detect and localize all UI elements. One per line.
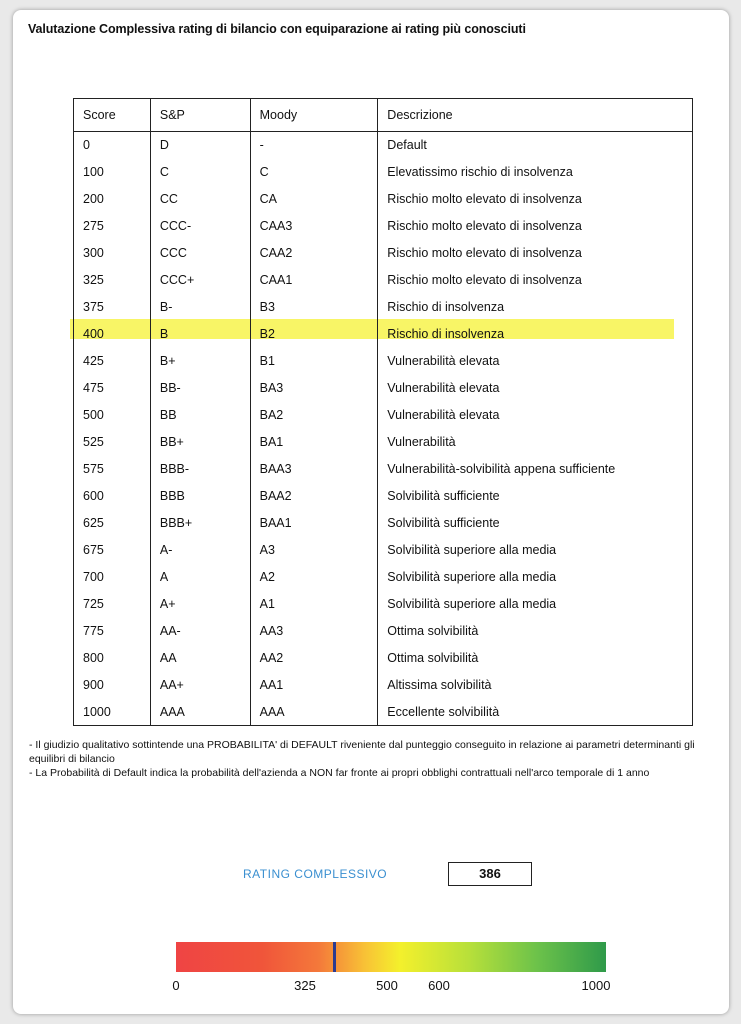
cell-descrizione: Solvibilità sufficiente xyxy=(378,482,693,509)
table-row xyxy=(74,428,693,455)
cell-score: 1000 xyxy=(74,698,151,725)
cell-descrizione: Rischio molto elevato di insolvenza xyxy=(378,267,693,294)
header-moody: Moody xyxy=(250,99,378,132)
cell-descrizione: Vulnerabilità-solvibilità appena sufficiente xyxy=(378,455,693,482)
cell-moody: AA1 xyxy=(250,671,378,698)
table-row xyxy=(74,536,693,563)
cell-moody: B2 xyxy=(250,321,378,348)
rating-gauge-bar xyxy=(176,942,606,972)
cell-score: 575 xyxy=(74,455,151,482)
cell-score: 900 xyxy=(74,671,151,698)
document-page xyxy=(13,10,729,1014)
table-row xyxy=(74,213,693,240)
cell-score: 500 xyxy=(74,402,151,429)
cell-score: 275 xyxy=(74,213,151,240)
cell-score: 775 xyxy=(74,617,151,644)
cell-score: 600 xyxy=(74,482,151,509)
cell-descrizione: Elevatissimo rischio di insolvenza xyxy=(378,159,693,186)
footnotes xyxy=(29,738,719,780)
cell-descrizione: Ottima solvibilità xyxy=(378,617,693,644)
cell-sp: AA xyxy=(150,644,250,671)
header-sp: S&P xyxy=(150,99,250,132)
note-probability: - Il giudizio qualitativo sottintende una PROBABILITA' di DEFAULT riveniente dal punteggio conseguito in relazione ai parametri determinanti gli equilibri di bilancio xyxy=(29,739,695,765)
note-default: - La Probabilità di Default indica la probabilità dell'azienda a NON far fronte ai propri obblighi contrattuali nell'arco temporale di 1 anno xyxy=(29,767,650,779)
cell-sp: BB xyxy=(150,402,250,429)
cell-score: 100 xyxy=(74,159,151,186)
gauge-tick-0: 0 xyxy=(172,978,180,993)
cell-moody: AA2 xyxy=(250,644,378,671)
table-row xyxy=(74,482,693,509)
cell-score: 700 xyxy=(74,563,151,590)
cell-score: 725 xyxy=(74,590,151,617)
gauge-tick-325: 325 xyxy=(294,978,316,993)
cell-sp: B+ xyxy=(150,348,250,375)
table-row xyxy=(74,509,693,536)
table-row xyxy=(74,590,693,617)
cell-score: 675 xyxy=(74,536,151,563)
cell-descrizione: Vulnerabilità elevata xyxy=(378,348,693,375)
table-row xyxy=(74,348,693,375)
cell-moody: CA xyxy=(250,186,378,213)
table-row xyxy=(74,375,693,402)
cell-moody: A1 xyxy=(250,590,378,617)
cell-moody: CAA2 xyxy=(250,240,378,267)
table-row xyxy=(74,159,693,186)
cell-moody: CAA1 xyxy=(250,267,378,294)
cell-descrizione: Solvibilità superiore alla media xyxy=(378,590,693,617)
table-row xyxy=(74,617,693,644)
rating-value-box: 386 xyxy=(448,862,532,886)
cell-score: 300 xyxy=(74,240,151,267)
cell-sp: BBB- xyxy=(150,455,250,482)
cell-descrizione: Ottima solvibilità xyxy=(378,644,693,671)
cell-sp: B xyxy=(150,321,250,348)
cell-moody: C xyxy=(250,159,378,186)
table-row xyxy=(74,267,693,294)
cell-moody: A3 xyxy=(250,536,378,563)
cell-moody: AAA xyxy=(250,698,378,725)
cell-score: 475 xyxy=(74,375,151,402)
cell-sp: B- xyxy=(150,294,250,321)
cell-sp: CC xyxy=(150,186,250,213)
cell-descrizione: Solvibilità superiore alla media xyxy=(378,536,693,563)
cell-moody: AA3 xyxy=(250,617,378,644)
cell-descrizione: Solvibilità superiore alla media xyxy=(378,563,693,590)
cell-sp: CCC- xyxy=(150,213,250,240)
gauge-tick-600: 600 xyxy=(428,978,450,993)
table-row xyxy=(74,240,693,267)
table-row xyxy=(74,321,693,348)
cell-descrizione: Rischio molto elevato di insolvenza xyxy=(378,240,693,267)
cell-moody: B3 xyxy=(250,294,378,321)
cell-sp: BBB+ xyxy=(150,509,250,536)
cell-sp: BB- xyxy=(150,375,250,402)
cell-moody: A2 xyxy=(250,563,378,590)
cell-score: 325 xyxy=(74,267,151,294)
cell-moody: BAA1 xyxy=(250,509,378,536)
rating-table-container xyxy=(73,98,693,726)
cell-descrizione: Vulnerabilità elevata xyxy=(378,375,693,402)
cell-descrizione: Solvibilità sufficiente xyxy=(378,509,693,536)
cell-descrizione: Vulnerabilità elevata xyxy=(378,402,693,429)
table-row xyxy=(74,698,693,725)
cell-sp: A- xyxy=(150,536,250,563)
cell-descrizione: Eccellente solvibilità xyxy=(378,698,693,725)
page-title: Valutazione Complessiva rating di bilancio con equiparazione ai rating più conosciuti xyxy=(28,22,526,36)
cell-score: 800 xyxy=(74,644,151,671)
cell-score: 425 xyxy=(74,348,151,375)
table-row xyxy=(74,671,693,698)
cell-sp: C xyxy=(150,159,250,186)
cell-sp: A xyxy=(150,563,250,590)
cell-moody: - xyxy=(250,132,378,159)
cell-moody: CAA3 xyxy=(250,213,378,240)
cell-moody: BA2 xyxy=(250,402,378,429)
cell-score: 400 xyxy=(74,321,151,348)
cell-sp: D xyxy=(150,132,250,159)
cell-sp: BBB xyxy=(150,482,250,509)
cell-sp: AAA xyxy=(150,698,250,725)
cell-moody: BAA3 xyxy=(250,455,378,482)
gauge-tick-500: 500 xyxy=(376,978,398,993)
cell-descrizione: Vulnerabilità xyxy=(378,428,693,455)
header-descrizione: Descrizione xyxy=(378,99,693,132)
cell-descrizione: Rischio di insolvenza xyxy=(378,321,693,348)
cell-descrizione: Altissima solvibilità xyxy=(378,671,693,698)
cell-score: 0 xyxy=(74,132,151,159)
table-row xyxy=(74,563,693,590)
cell-sp: BB+ xyxy=(150,428,250,455)
table-header-row xyxy=(74,99,693,132)
table-row xyxy=(74,186,693,213)
cell-moody: BAA2 xyxy=(250,482,378,509)
cell-descrizione: Rischio molto elevato di insolvenza xyxy=(378,186,693,213)
cell-sp: CCC xyxy=(150,240,250,267)
cell-sp: CCC+ xyxy=(150,267,250,294)
gauge-tick-1000: 1000 xyxy=(581,978,611,993)
header-score: Score xyxy=(74,99,151,132)
cell-descrizione: Rischio di insolvenza xyxy=(378,294,693,321)
cell-sp: A+ xyxy=(150,590,250,617)
gauge-marker xyxy=(333,942,336,972)
rating-label: RATING COMPLESSIVO xyxy=(243,867,388,881)
cell-sp: AA- xyxy=(150,617,250,644)
cell-moody: BA1 xyxy=(250,428,378,455)
table-row xyxy=(74,132,693,159)
table-row xyxy=(74,402,693,429)
cell-score: 200 xyxy=(74,186,151,213)
cell-score: 625 xyxy=(74,509,151,536)
cell-score: 375 xyxy=(74,294,151,321)
cell-score: 525 xyxy=(74,428,151,455)
rating-table xyxy=(73,98,693,726)
table-row xyxy=(74,455,693,482)
cell-descrizione: Rischio molto elevato di insolvenza xyxy=(378,213,693,240)
cell-sp: AA+ xyxy=(150,671,250,698)
cell-moody: B1 xyxy=(250,348,378,375)
cell-moody: BA3 xyxy=(250,375,378,402)
table-row xyxy=(74,644,693,671)
table-row xyxy=(74,294,693,321)
cell-descrizione: Default xyxy=(378,132,693,159)
